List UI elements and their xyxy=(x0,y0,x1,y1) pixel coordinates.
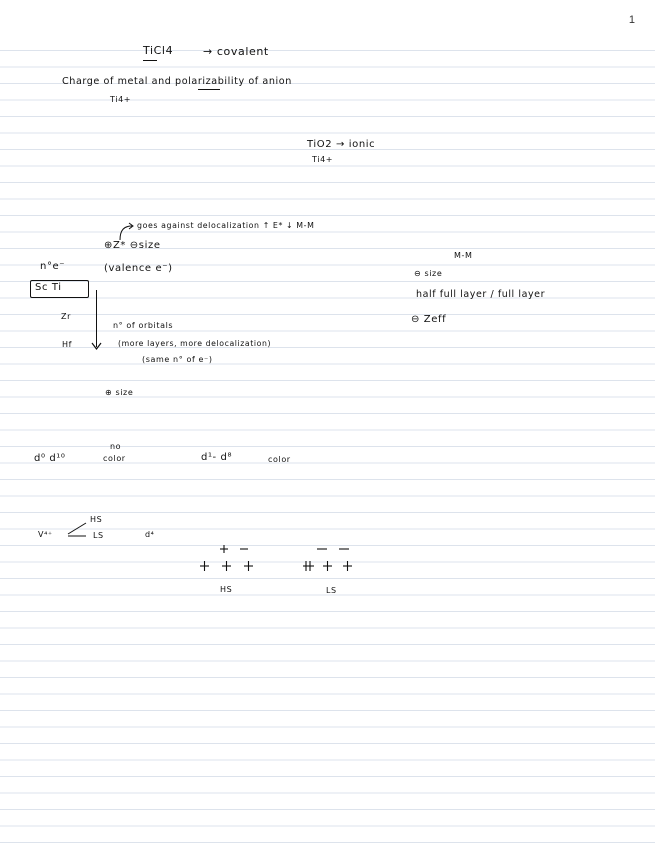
and-underline xyxy=(198,89,220,90)
ti4-label: Ti4+ xyxy=(110,95,132,104)
valence-label: (valence e⁻) xyxy=(104,263,173,274)
charge-line: Charge of metal and polarizability of anion xyxy=(62,76,292,87)
d1-d8: d¹- d⁸ xyxy=(201,452,233,463)
no-label: no xyxy=(110,442,122,451)
title-underline xyxy=(143,60,157,61)
title-arrow-text: → covalent xyxy=(203,45,269,58)
group-arrow-line xyxy=(96,290,97,347)
page-number: 1 xyxy=(628,14,635,26)
top-margin xyxy=(0,0,655,50)
hs-bottom: HS xyxy=(220,585,233,594)
zr-label: Zr xyxy=(61,312,71,321)
orbital-diagrams xyxy=(195,540,375,580)
ls-bottom: LS xyxy=(326,586,337,595)
half-full-layer: half full layer / full layer xyxy=(416,289,546,300)
plus-size: ⊕ size xyxy=(105,388,134,397)
sc-ti-label: Sc Ti xyxy=(35,282,62,293)
tio2-line: TiO2 → ionic xyxy=(307,139,376,150)
goes-against-text: goes against delocalization ↑ E* ↓ M-M xyxy=(137,221,315,230)
same-n: (same n° of e⁻) xyxy=(142,355,213,364)
mm-header: M-M xyxy=(454,251,473,260)
more-layers: (more layers, more delocalization) xyxy=(118,339,272,348)
curved-arrow-icon xyxy=(116,222,136,242)
ne-label: n°e⁻ xyxy=(40,261,66,272)
minus-zeff: ⊖ Zeff xyxy=(411,314,447,325)
n-orbitals: n° of orbitals xyxy=(113,321,174,330)
d4-label: d⁴ xyxy=(145,530,155,539)
branch-arrows-icon xyxy=(66,520,90,542)
d0-d10: d⁰ d¹⁰ xyxy=(34,453,66,464)
color-label-2: color xyxy=(268,455,291,464)
down-arrow-icon xyxy=(91,342,102,351)
ti4-second: Ti4+ xyxy=(312,155,334,164)
minus-size: ⊖ size xyxy=(414,269,443,278)
title-compound: TiCl4 xyxy=(143,44,174,57)
color-label: color xyxy=(103,454,126,463)
zstar-size: ⊕Z* ⊖size xyxy=(104,240,161,251)
hf-label: Hf xyxy=(62,340,73,349)
v-label: V⁴⁺ xyxy=(38,530,53,539)
ls-lower: LS xyxy=(93,531,104,540)
hs-upper: HS xyxy=(90,515,103,524)
